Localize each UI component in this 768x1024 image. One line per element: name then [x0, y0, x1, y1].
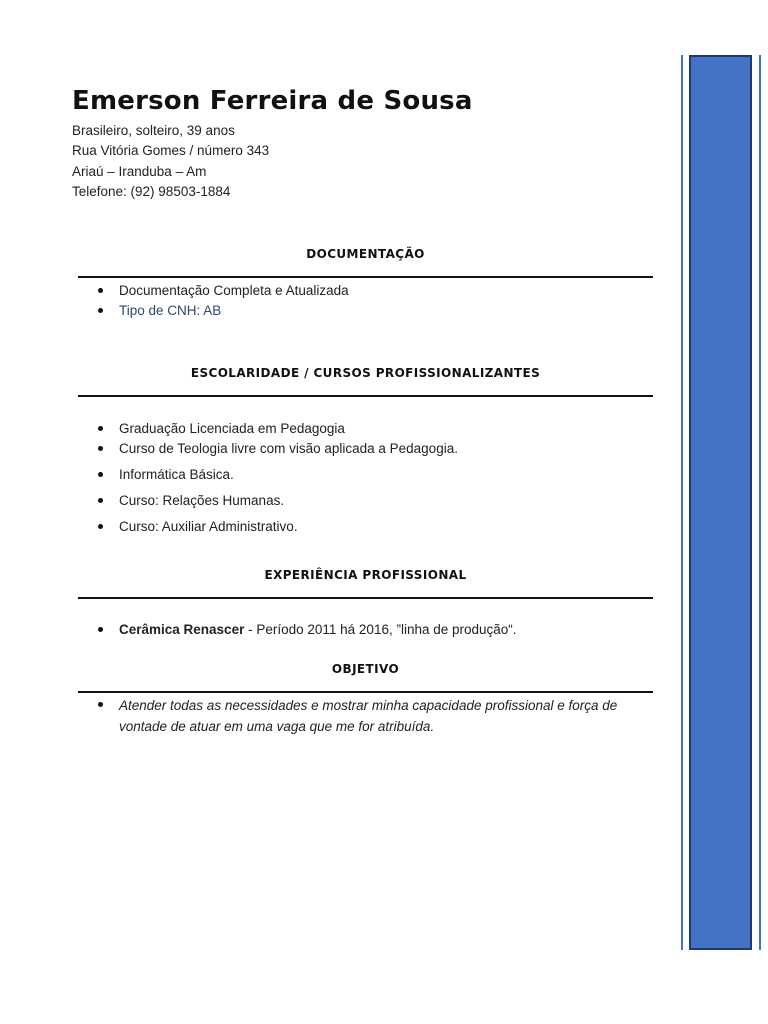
section-divider: [78, 691, 653, 693]
section-divider: [78, 597, 653, 599]
list-item: Curso de Teologia livre com visão aplicada a Pedagogia.: [96, 439, 458, 465]
city-line: Ariaú – Iranduba – Am: [72, 163, 207, 179]
section-title-escolaridade: ESCOLARIDADE / CURSOS PROFISSIONALIZANTES: [190, 366, 541, 380]
list-item: [96, 620, 517, 640]
list-item: Documentação Completa e Atualizada: [96, 281, 349, 301]
decorative-blue-bar: [689, 55, 752, 950]
section-title-experiencia: EXPERIÊNCIA PROFISSIONAL: [264, 568, 467, 582]
objetivo-list: [96, 695, 634, 737]
list-item: Tipo de CNH: AB: [96, 301, 349, 321]
objective-text: Atender todas as necessidades e mostrar minha capacidade profissional e força de vontade de atuar em uma vaga que me for atribuída.: [96, 695, 634, 737]
phone-line: Telefone: (92) 98503-1884: [72, 183, 231, 199]
personal-info: [72, 121, 269, 202]
candidate-name: Emerson Ferreira de Sousa: [72, 86, 473, 116]
section-title-documentacao: DOCUMENTAÇÃO: [306, 247, 425, 261]
section-title-objetivo: OBJETIVO: [331, 662, 400, 676]
list-item: Curso: Auxiliar Administrativo.: [96, 517, 458, 537]
personal-info-line: Brasileiro, solteiro, 39 anos: [72, 123, 235, 138]
documentacao-list: [96, 281, 349, 322]
list-item: Graduação Licenciada em Pedagogia: [96, 419, 458, 439]
address-line: Rua Vitória Gomes / número 343: [72, 143, 270, 159]
list-item: Curso: Relações Humanas.: [96, 491, 458, 517]
list-item: Informática Básica.: [96, 465, 458, 491]
company-name: Cerâmica Renascer: [119, 622, 245, 637]
section-divider: [78, 276, 653, 278]
decorative-right-line: [759, 55, 761, 950]
experiencia-list: [96, 620, 517, 640]
decorative-left-line: [681, 55, 683, 950]
section-divider: [78, 395, 653, 397]
escolaridade-list: [96, 419, 458, 537]
experience-detail: - Período 2011 há 2016, ”linha de produção“.: [244, 622, 517, 637]
